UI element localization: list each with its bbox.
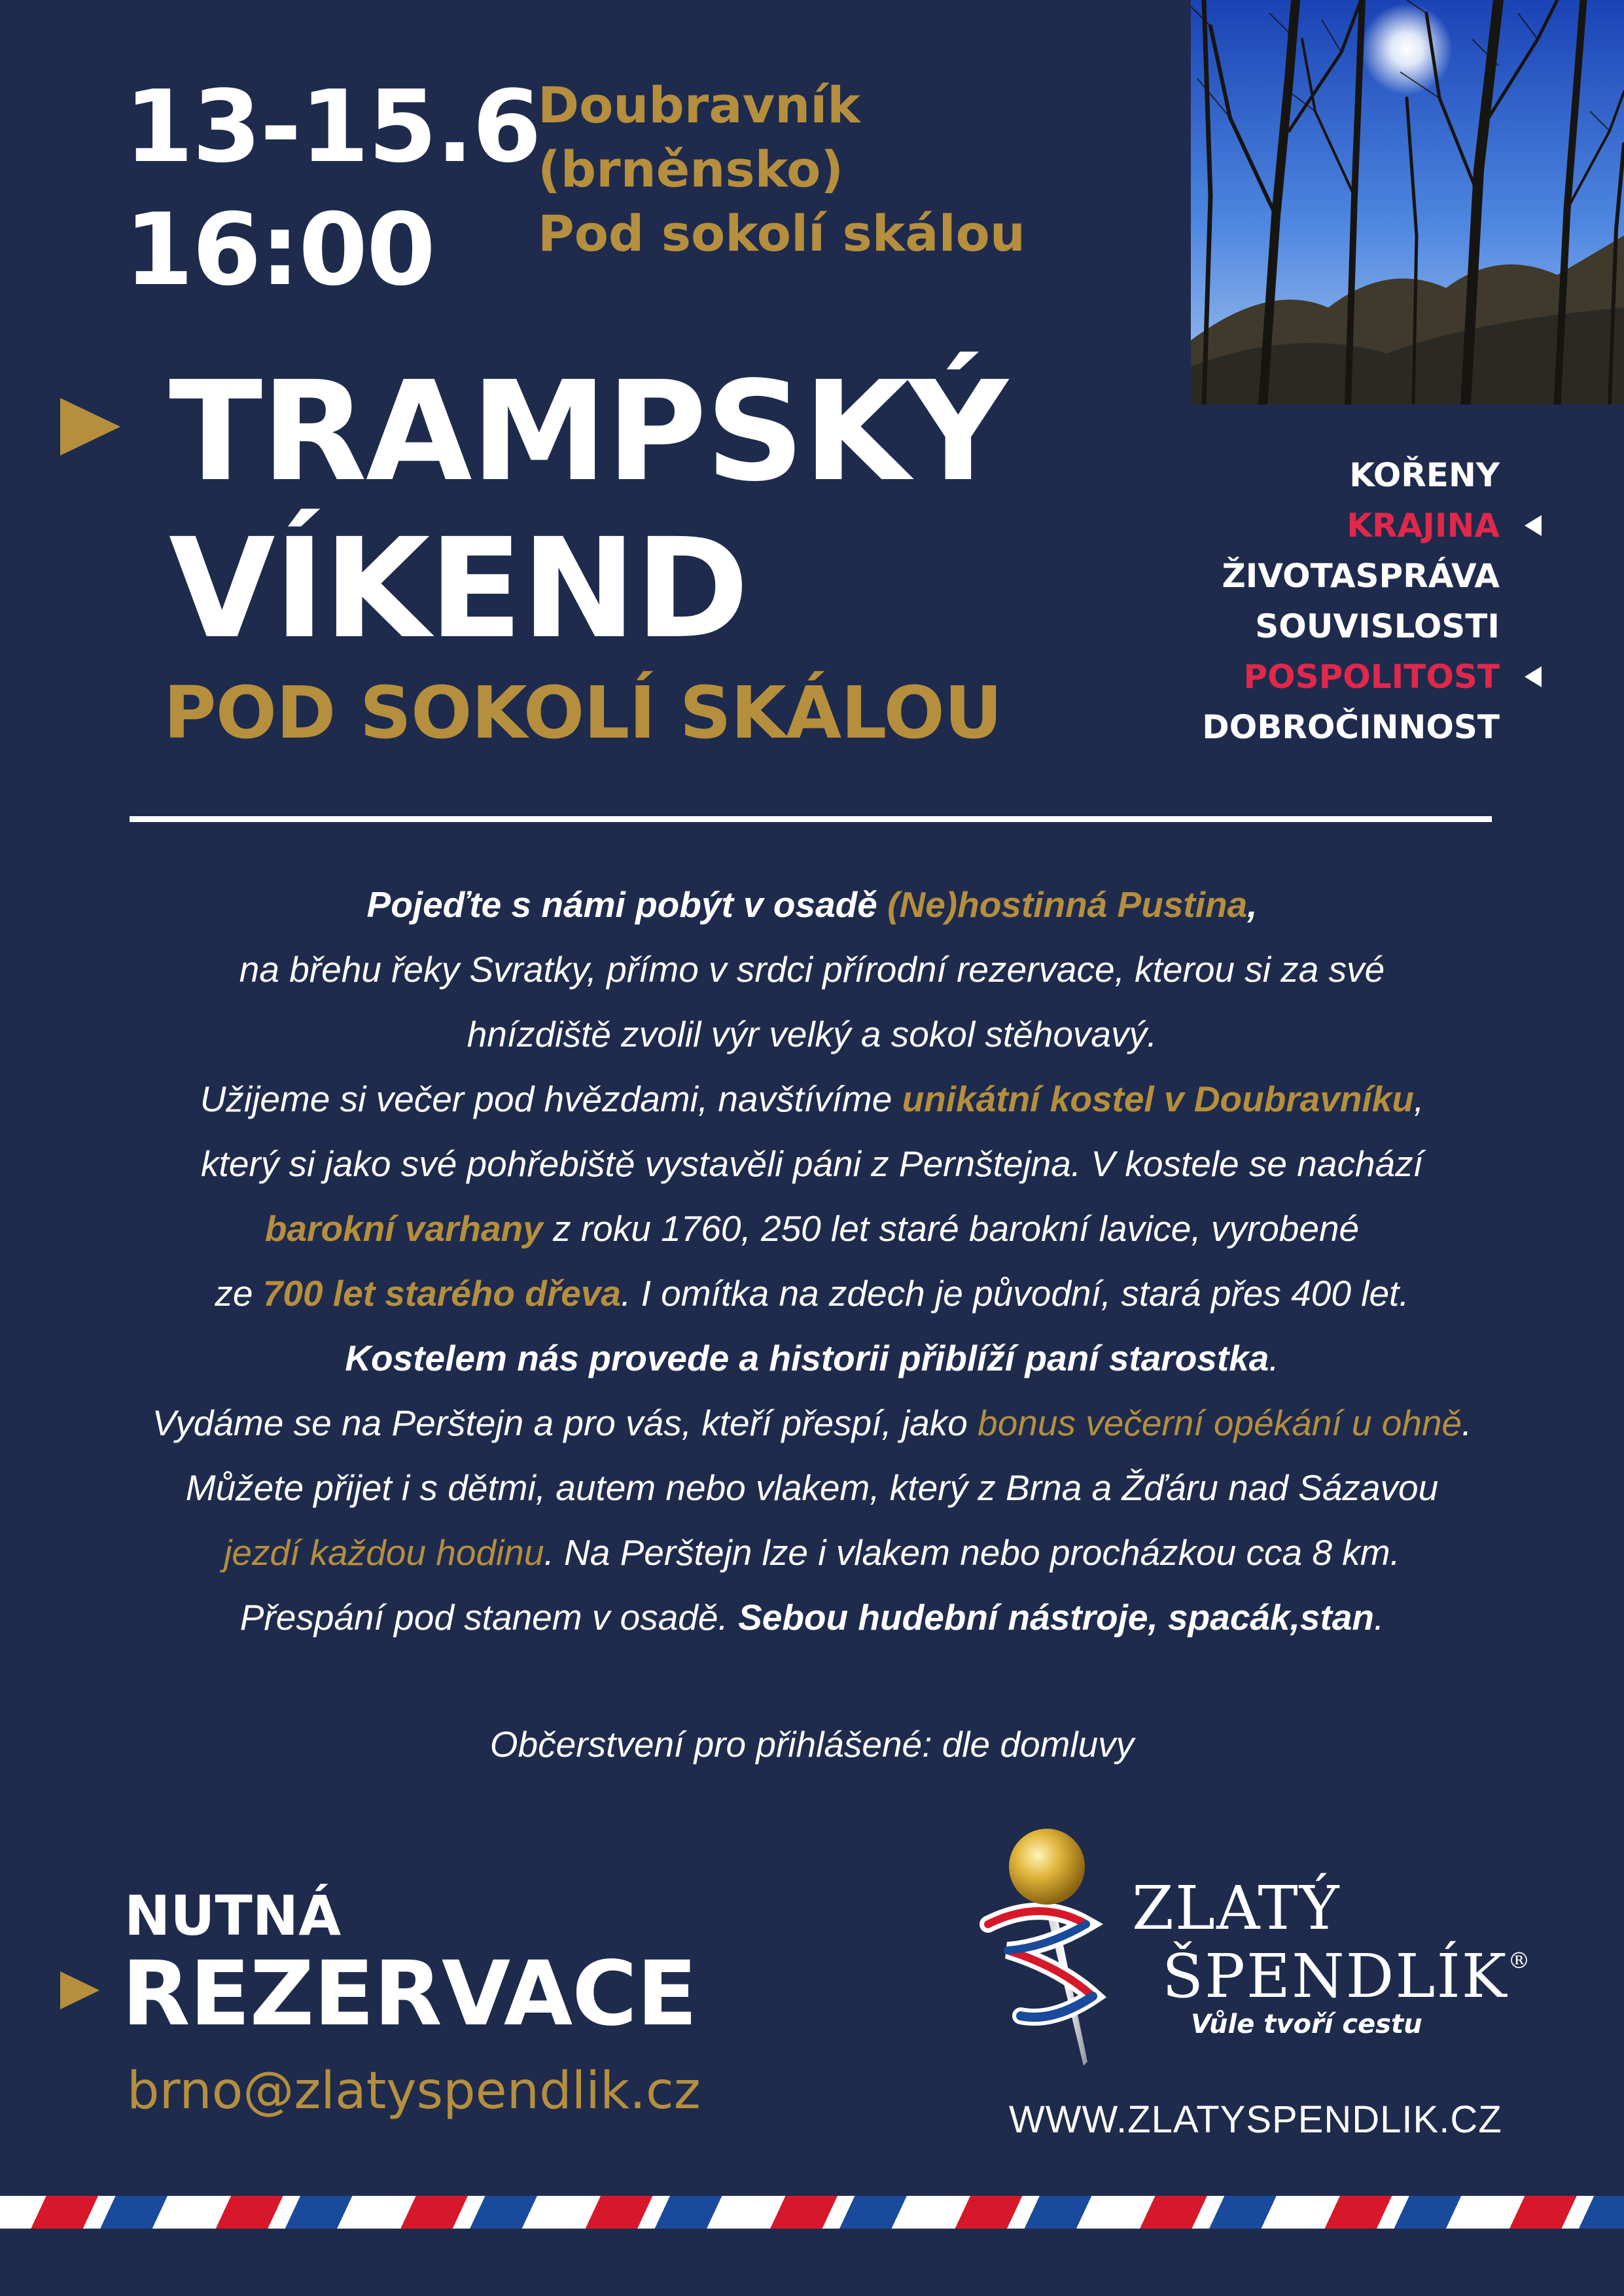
event-date: 13-15.6 <box>124 69 540 185</box>
value-item-label: POSPOLITOST <box>1243 658 1500 696</box>
description-line <box>0 1261 1624 1326</box>
pointer-arrow-icon <box>1525 515 1542 536</box>
pointer-arrow-icon <box>1525 666 1542 687</box>
value-item-label: KRAJINA <box>1347 507 1500 545</box>
play-arrow-icon <box>60 398 120 459</box>
logo-name: ŠPENDLÍK <box>1162 1941 1508 2011</box>
place-line: Pod sokolí skálou <box>538 204 1025 262</box>
text-segment: . <box>1269 1338 1279 1378</box>
text-segment: ze <box>215 1273 263 1314</box>
title-line: VÍKEND <box>169 509 748 669</box>
highlight-segment: jezdí každou hodinu <box>224 1532 544 1573</box>
refreshment-note: Občerstvení pro přihlášené: dle domluvy <box>489 1724 1135 1765</box>
description-line <box>0 1067 1624 1132</box>
tricolor-stripe <box>0 2196 1624 2229</box>
description-line: Můžete přijet i s dětmi, autem nebo vlakem, který z Brna a Žďáru nad Sázavou <box>185 1467 1439 1508</box>
text-segment: Kostelem nás provede a historii přiblíží paní starostka <box>345 1338 1269 1378</box>
description-line <box>0 1196 1624 1261</box>
description-line <box>0 1520 1624 1585</box>
text-segment: . <box>1373 1597 1385 1638</box>
reservation-email-link[interactable]: brno@zlatyspendlik.cz <box>127 2062 701 2121</box>
reservation-heading: REZERVACE <box>122 1943 697 2046</box>
title-line: TRAMPSKÝ <box>169 351 1007 512</box>
text-segment: Pojeďte s námi pobýt v osadě <box>366 884 888 925</box>
description-line <box>0 1326 1624 1391</box>
highlight-segment: bonus večerní opékání u ohně <box>978 1403 1462 1443</box>
event-title <box>169 353 1006 668</box>
logo-text-line2 <box>1162 1941 1532 2011</box>
description-line: na břehu řeky Svratky, přímo v srdci přírodní rezervace, kterou si za své <box>239 949 1385 990</box>
description-line: hnízdiště zvolil výr velký a sokol stěhovavý. <box>467 1014 1157 1054</box>
text-segment: . <box>1462 1403 1472 1443</box>
highlight-segment: (Ne)hostinná Pustina <box>887 884 1248 925</box>
text-segment: Vydáme se na Perštejn a pro vás, kteří přespí, jako <box>152 1403 978 1443</box>
website-link[interactable]: WWW.ZLATYSPENDLIK.CZ <box>1009 2098 1502 2141</box>
description-line <box>0 1585 1624 1650</box>
text-segment: Užijeme si večer pod hvězdami, navštívíme <box>200 1079 902 1119</box>
text-segment: Přespání pod stanem v osadě. <box>239 1597 739 1638</box>
highlight-segment: unikátní kostel v Doubravníku <box>902 1079 1414 1119</box>
value-item: ŽIVOTASPRÁVA <box>1222 557 1500 595</box>
text-segment: . I omítka na zdech je původní, stará přes 400 let. <box>621 1273 1409 1314</box>
event-date-time <box>124 65 540 312</box>
values-list <box>1202 450 1500 753</box>
place-line: (brněnsko) <box>538 140 844 198</box>
place-line: Doubravník <box>538 76 860 134</box>
event-time: 16:00 <box>124 192 434 308</box>
text-segment: . Na Perštejn lze i vlakem nebo procházkou cca 8 km. <box>544 1532 1400 1573</box>
highlight-segment: barokní varhany <box>264 1208 543 1249</box>
text-segment: Sebou hudební nástroje, spacák,stan <box>738 1597 1374 1638</box>
logo-text-line1: ZLATÝ <box>1132 1873 1341 1943</box>
highlight-segment: 700 let starého dřeva <box>262 1273 622 1314</box>
value-item: KOŘENY <box>1349 456 1500 494</box>
reservation-label: NUTNÁ <box>124 1884 342 1948</box>
event-place <box>538 73 1025 266</box>
registered-mark: ® <box>1508 1948 1532 1974</box>
description-line <box>0 1391 1624 1456</box>
event-description <box>0 872 1624 1650</box>
value-item-highlighted <box>1202 652 1500 702</box>
text-segment: , <box>1414 1079 1424 1119</box>
value-item: DOBROČINNOST <box>1202 708 1500 746</box>
value-item-highlighted <box>1202 501 1500 551</box>
logo-motto: Vůle tvoří cestu <box>1191 2009 1422 2039</box>
description-line <box>0 872 1624 937</box>
value-item: SOUVISLOSTI <box>1255 607 1500 645</box>
text-segment: z roku 1760, 250 let staré barokní lavice, vyrobené <box>542 1208 1360 1249</box>
golden-pin-icon <box>968 1826 1119 2078</box>
forest-photo <box>1191 0 1624 404</box>
event-subtitle: POD SOKOLÍ SKÁLOU <box>164 671 1002 755</box>
description-line: který si jako své pohřebiště vystavěli páni z Pernštejna. V kostele se nachází <box>201 1143 1423 1184</box>
play-arrow-icon <box>60 1971 99 2013</box>
divider <box>130 816 1492 822</box>
text-segment: , <box>1247 884 1258 925</box>
